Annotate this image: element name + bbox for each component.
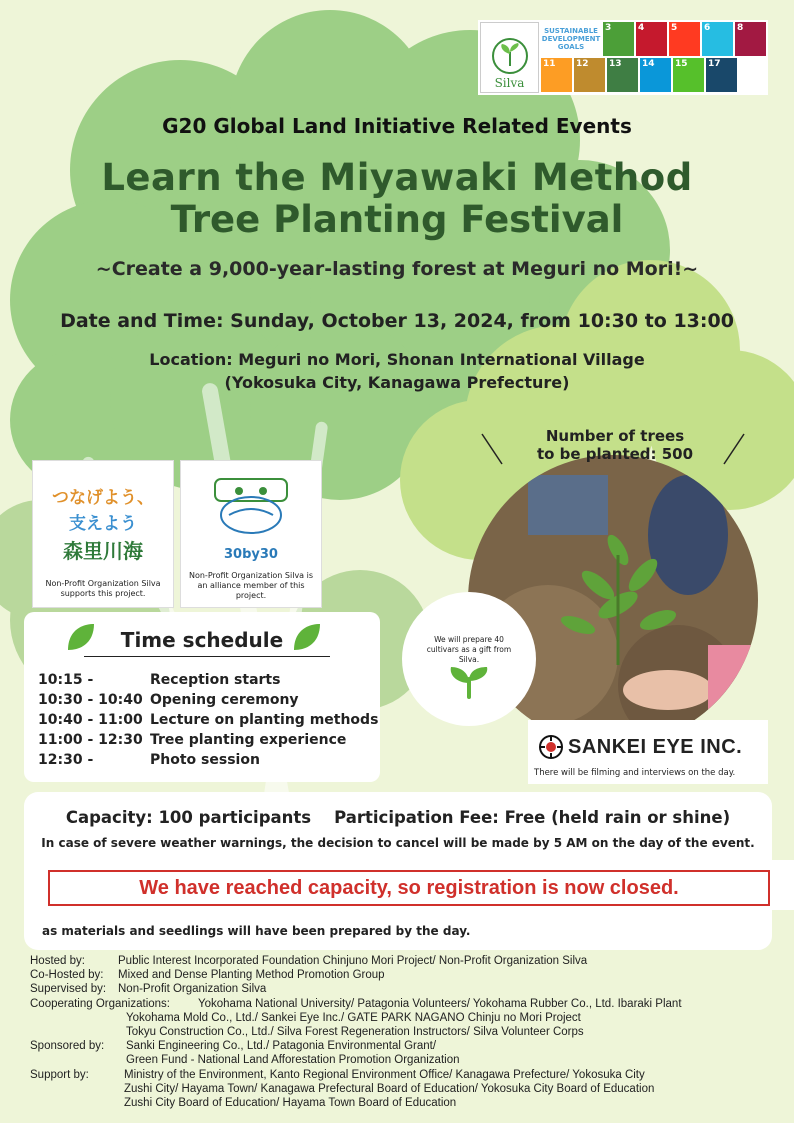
sprout-icon [445,663,493,699]
sdg-goal-17-icon: 17 [706,58,737,92]
schedule-row: 10:15 - Reception starts [38,672,281,688]
cancellation-note: In case of severe weather warnings, the decision to cancel will be made by 5 AM on the day of the event. [41,836,755,850]
logo2-mark: 30by30 [224,547,278,562]
tagline: ~Create a 9,000-year-lasting forest at Meguri no Mori!~ [95,258,699,280]
gift-bubble [405,595,533,723]
credits [30,954,780,1110]
location-line-2: (Yokosuka City, Kanagawa Prefecture) [224,373,570,392]
sdg-goal-15-icon: 15 [673,58,704,92]
sdg-goal-12-icon: 12 [574,58,605,92]
logo1-text-3: 森里川海 [63,539,143,563]
logo1-text-2: 支えよう [69,514,137,534]
sdg-goal-8-icon: 8 [735,22,766,56]
silva-logo [480,22,539,93]
credit-supervised: Supervised by: Non-Profit Organization Silva [30,983,267,996]
sankei-eye-name: SANKEI EYE INC. [568,736,743,758]
schedule-title: Time schedule [120,628,284,652]
credit-support-2: Zushi City/ Hayama Town/ Kanagawa Prefectural Board of Education/ Yokosuka City Board of Education [124,1082,655,1095]
sdgs-wordmark: SUSTAINABLE DEVELOPMENT GOALS [541,22,601,56]
trees-count [520,427,710,463]
capacity-fee-line: Capacity: 100 participants Participation Fee: Free (held rain or shine) [65,808,731,827]
sdg-goal-11-icon: 11 [541,58,572,92]
logo2-caption: Non-Profit Organization Silva is an alliance member of this project. [188,571,314,600]
time-schedule-panel [24,612,380,782]
credit-cooperating: Cooperating Organizations: Yokohama National University/ Patagonia Volunteers/ Yokohama Rubber Co., Ltd. Ibaraki Plant [30,997,682,1010]
accent-line-right [718,430,748,470]
credit-support: Support by: Ministry of the Environment, Kanto Regional Environment Office/ Kanagawa Prefecture/ Yokosuka City [30,1068,645,1081]
sankei-eye-box [528,720,768,784]
schedule-row: 12:30 - Photo session [38,752,260,768]
registration-closed-text: We have reached capacity, so registration is now closed. [48,870,770,906]
accent-line-left [478,430,508,470]
sdg-goal-13-icon: 13 [607,58,638,92]
credit-sponsored-2: Green Fund - National Land Afforestation Promotion Organization [126,1054,460,1067]
credit-hosted: Hosted by: Public Interest Incorporated Foundation Chinjuno Mori Project/ Non-Profit Organization Silva [30,955,588,967]
event-series: G20 Global Land Initiative Related Events [162,114,632,138]
sankei-eye-logo-icon [538,734,564,760]
title-line-1: Learn the Miyawaki Method [101,156,693,199]
credit-cohosted: Co-Hosted by: Mixed and Dense Planting Method Promotion Group [30,969,385,982]
date-time: Date and Time: Sunday, October 13, 2024, from 10:30 to 13:00 [60,310,734,332]
sprout-icon [490,36,530,76]
trees-count-line-2: to be planted: 500 [536,445,694,463]
sdg-goal-3-icon: 3 [603,22,634,56]
registration-closed-banner [38,860,794,910]
schedule-row: 11:00 - 12:30 Tree planting experience [38,732,347,748]
title-line-2: Tree Planting Festival [170,198,624,241]
sdg-goal-5-icon: 5 [669,22,700,56]
trees-count-line-1: Number of trees [545,427,685,445]
schedule-divider [84,656,330,657]
logo1-text-1: つなげよう、 [52,488,154,508]
schedule-row: 10:40 - 11:00 Lecture on planting methods [38,712,379,728]
sdgs-logo-strip [478,20,768,95]
sdg-goal-6-icon: 6 [702,22,733,56]
silva-wordmark: Silva [494,76,525,90]
gift-text: We will prepare 40 cultivars as a gift from Silva. [426,635,512,664]
location-line-1: Location: Meguri no Mori, Shonan International Village [149,350,645,369]
sdg-goal-14-icon: 14 [640,58,671,92]
materials-note: as materials and seedlings will have been prepared by the day. [42,924,471,938]
30by30-logo [180,460,322,608]
credit-sponsored: Sponsored by: Sanki Engineering Co., Ltd./ Patagonia Environmental Grant/ [30,1040,437,1053]
credit-cooperating-3: Tokyu Construction Co., Ltd./ Silva Forest Regeneration Instructors/ Silva Volunteer Corps [126,1026,584,1039]
sdg-goal-4-icon: 4 [636,22,667,56]
credit-cooperating-2: Yokohama Mold Co., Ltd./ Sankei Eye Inc./ GATE PARK NAGANO Chinju no Mori Project [126,1011,581,1024]
logo1-caption: Non-Profit Organization Silva supports this project. [45,579,161,598]
30by30-emblem-icon [209,475,293,539]
schedule-row: 10:30 - 10:40 Opening ceremony [38,692,299,708]
credit-support-3: Zushi City Board of Education/ Hayama Town Board of Education [124,1097,457,1110]
filming-note: There will be filming and interviews on the day. [534,768,736,778]
morisatokawaumi-logo [32,460,174,608]
